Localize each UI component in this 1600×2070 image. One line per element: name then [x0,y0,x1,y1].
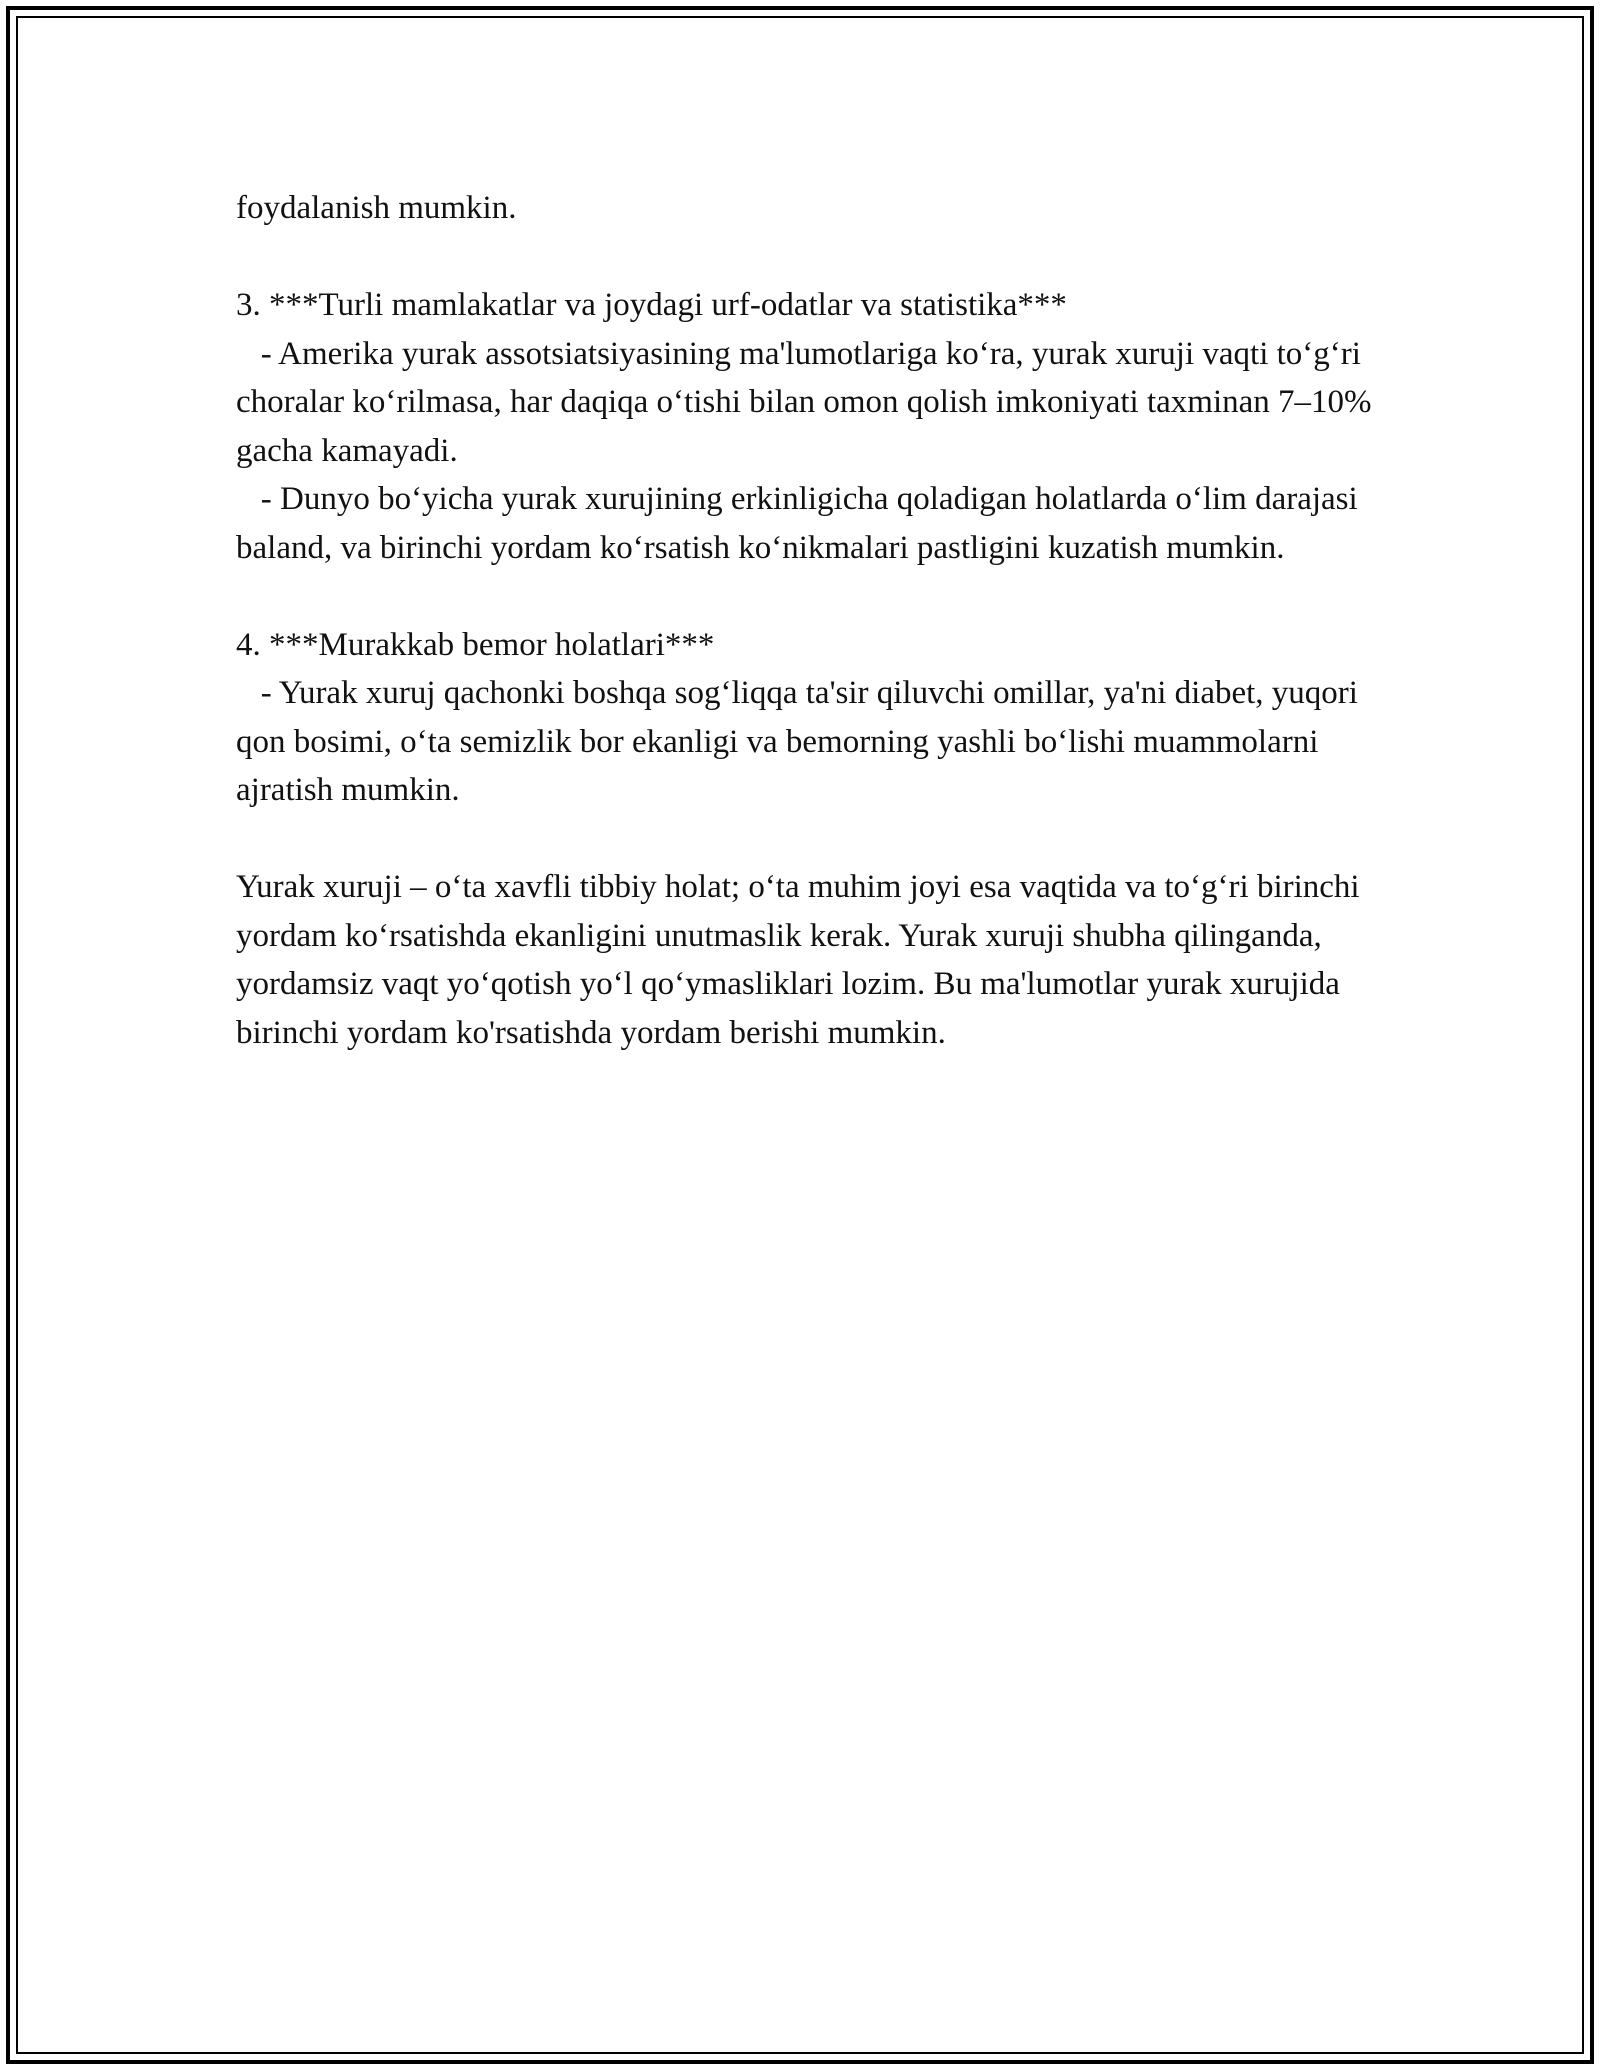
conclusion-paragraph: Yurak xuruji – o‘ta xavfli tibbiy holat; o‘ta muhim joyi esa vaqtida va to‘g‘ri birinchi yordam ko‘rsatishda ekanligini unutmaslik kerak. Yurak xuruji shubha qilinganda, yordamsiz vaqt yo‘qotish yo‘l qo‘ymasliklari lozim. Bu ma'lumotlar yurak xurujida birinchi yordam ko'rsatishda yordam berishi mumkin. [236,869,1368,1051]
document-body [236,184,1386,1057]
blank-line [236,572,1386,621]
blank-line [236,815,1386,864]
section-3-bullet-1: - Amerika yurak assotsiatsiyasining ma'lumotlariga ko‘ra, yurak xuruji vaqti to‘g‘ri choralar ko‘rilmasa, har daqiqa o‘tishi bilan omon qolish imkoniyati taxminan 7–10% gacha kamayadi. [236,335,1380,469]
section-4-bullet-1: - Yurak xuruj qachonki boshqa sog‘liqqa ta'sir qiluvchi omillar, ya'ni diabet, yuqori qon bosimi, o‘ta semizlik bor ekanligi va bemorning yashli bo‘lishi muammolarni ajratish mumkin. [236,675,1367,808]
paragraph-continuation: foydalanish mumkin. [236,190,517,226]
section-3-bullet-2: - Dunyo bo‘yicha yurak xurujining erkinligicha qoladigan holatlarda o‘lim darajasi baland, va birinchi yordam ko‘rsatish ko‘nikmalari pastligini kuzatish mumkin. [236,481,1366,566]
section-3-heading: 3. ***Turli mamlakatlar va joydagi urf-odatlar va statistika*** [236,287,1067,323]
section-4-heading: 4. ***Murakkab bemor holatlari*** [236,626,715,663]
blank-line [236,233,1386,282]
